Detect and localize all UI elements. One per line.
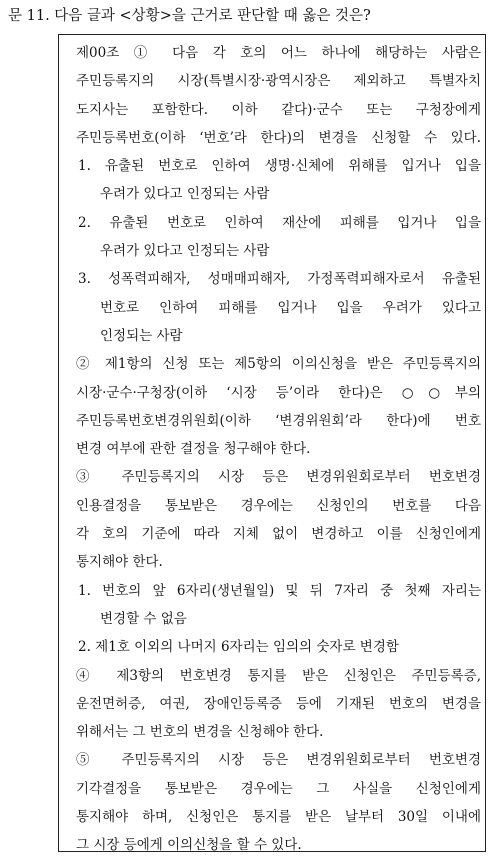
question-title: 문 11. 다음 글과 <상황>을 근거로 판단할 때 옳은 것은? xyxy=(8,8,371,24)
passage-line: 우려가 있다고 인정되는 사람 xyxy=(100,243,270,260)
passage-line: 인정되는 사람 xyxy=(100,327,183,344)
passage-line: 2. 유출된 번호로 인하여 재산에 피해를 입거나 입을 xyxy=(78,214,481,231)
passage-line: 위해서는 그 번호의 변경을 신청해야 한다. xyxy=(76,724,324,741)
passage-line: 시장·군수·구청장(이하 ‘시장 등’이라 한다)은 ○○부의 xyxy=(76,384,481,401)
passage-line: 우려가 있다고 인정되는 사람 xyxy=(100,186,270,203)
passage-line: 변경할 수 없음 xyxy=(100,610,187,627)
passage-line: 3. 성폭력피해자, 성매매피해자, 가정폭력피해자로서 유출된 xyxy=(78,271,481,288)
passage-line: 통지해야 한다. xyxy=(76,554,163,571)
passage-line: 기각결정을 통보받은 경우에는 그 사실을 신청인에게 xyxy=(76,780,481,797)
passage-line: 각 호의 기준에 따라 지체 없이 변경하고 이를 신청인에게 xyxy=(76,526,481,543)
passage-line: 주민등록번호(이하 ‘번호’라 한다)의 변경을 신청할 수 있다. xyxy=(76,129,481,146)
passage-line: ③ 주민등록지의 시장 등은 변경위원회로부터 번호변경 xyxy=(76,469,481,486)
passage-line: 변경 여부에 관한 결정을 청구해야 한다. xyxy=(76,441,311,458)
passage-line: 통지해야 하며, 신청인은 통지를 받은 날부터 30일 이내에 xyxy=(76,809,481,826)
passage-line: ② 제1항의 신청 또는 제5항의 이의신청을 받은 주민등록지의 xyxy=(76,356,481,373)
passage-line: 주민등록번호변경위원회(이하 ‘변경위원회’라 한다)에 번호 xyxy=(76,412,481,429)
passage-line: 2. 제1호 이외의 나머지 6자리는 임의의 숫자로 변경함 xyxy=(78,639,399,656)
passage-line: 그 시장 등에게 이의신청을 할 수 있다. xyxy=(76,837,302,854)
passage-line: 주민등록지의 시장(특별시장·광역시장은 제외하고 특별자치 xyxy=(76,73,481,90)
passage-line: 운전면허증, 여권, 장애인등록증 등에 기재된 번호의 변경을 xyxy=(76,695,481,712)
passage-line: ⑤ 주민등록지의 시장 등은 변경위원회로부터 번호변경 xyxy=(76,752,481,769)
passage-line: 도지사는 포함한다. 이하 같다)·군수 또는 구청장에게 xyxy=(76,101,481,118)
passage-line: 1. 번호의 앞 6자리(생년월일) 및 뒤 7자리 중 첫째 자리는 xyxy=(78,582,481,599)
passage-line: ④ 제3항의 번호변경 통지를 받은 신청인은 주민등록증, xyxy=(76,667,481,684)
passage-line: 제00조 ① 다음 각 호의 어느 하나에 해당하는 사람은 xyxy=(76,45,481,61)
passage-box xyxy=(58,34,486,852)
passage-line: 인용결정을 통보받은 경우에는 신청인의 번호를 다음 xyxy=(76,497,481,514)
passage-line: 번호로 인하여 피해를 입거나 입을 우려가 있다고 xyxy=(100,299,481,316)
passage-line: 1. 유출된 번호로 인하여 생명·신체에 위해를 입거나 입을 xyxy=(78,158,481,175)
